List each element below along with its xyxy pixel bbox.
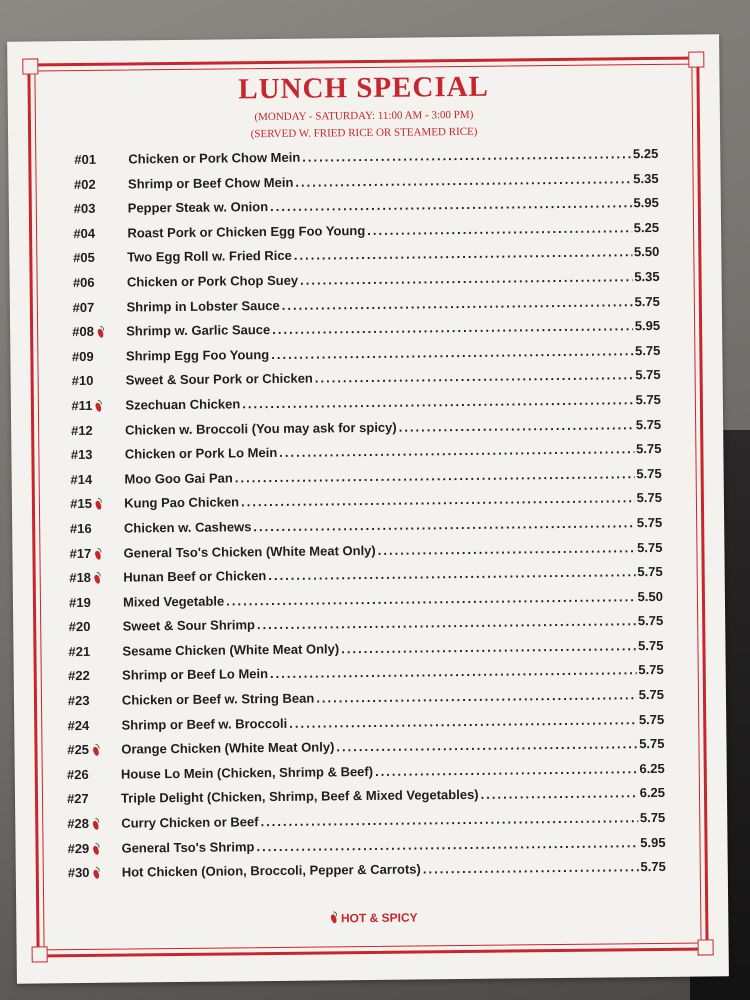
menu-item-price: 5.95: [640, 834, 666, 850]
menu-item-name: Curry Chicken or Beef: [121, 814, 259, 831]
menu-item-price: 5.75: [638, 662, 664, 678]
menu-item-price: 5.75: [640, 859, 666, 875]
chili-pepper-icon: [91, 867, 100, 879]
chili-pepper-icon: [93, 547, 102, 559]
menu-item-number-text: #28: [67, 815, 90, 832]
menu-item-number: [70, 471, 114, 486]
menu-item-price: 5.75: [636, 514, 663, 531]
dot-leader: [270, 195, 632, 214]
dot-leader: [289, 712, 637, 731]
menu-item-number: [74, 201, 118, 216]
dot-leader: [481, 786, 638, 803]
menu-item-number: [72, 373, 116, 388]
menu-item-name: Chicken or Beef w. String Bean: [121, 690, 315, 708]
menu-item-price: 5.75: [635, 416, 662, 432]
menu-item-number-text: #13: [70, 447, 93, 463]
menu-item-name: Chicken w. Broccoli (You may ask for spicy): [124, 419, 397, 438]
chili-pepper-icon: [93, 572, 102, 584]
menu-item-number: [72, 324, 116, 339]
menu-item-price: 5.25: [632, 145, 659, 162]
menu-item-number: [74, 176, 118, 191]
chili-pepper-icon: [94, 400, 103, 412]
chili-pepper-icon: [91, 818, 100, 830]
menu-item-number-text: #15: [70, 496, 93, 512]
menu-item-number: [69, 570, 113, 585]
menu-item-number: [68, 668, 112, 683]
menu-item-number-text: #16: [69, 520, 92, 537]
menu-item-number: [74, 152, 118, 167]
menu-item-name: General Tso's Chicken (White Meat Only): [123, 542, 376, 561]
menu-item-number-text: #07: [72, 299, 95, 315]
menu-item-name: Sesame Chicken (White Meat Only): [122, 641, 340, 659]
menu-item-number-text: #11: [71, 397, 93, 414]
dot-leader: [268, 564, 635, 583]
menu-item-number: [68, 693, 112, 708]
menu-item-number-text: #02: [73, 176, 96, 192]
menu-item-number-text: #10: [71, 373, 94, 389]
dot-leader: [226, 589, 636, 608]
menu-item-price: 5.75: [635, 441, 662, 457]
dot-leader: [300, 269, 632, 287]
menu-item-name: Pepper Steak w. Onion: [127, 199, 269, 216]
menu-item-number-text: #26: [66, 766, 89, 783]
menu-item-number: [71, 422, 115, 437]
dot-leader: [315, 368, 634, 386]
menu-item-number: [73, 275, 117, 290]
menu-item-price: 5.75: [638, 686, 665, 703]
menu-item-name: Triple Delight (Chicken, Shrimp, Beef & Mixed Vegetables): [120, 787, 479, 807]
menu-item-number-text: #20: [68, 619, 91, 635]
menu-item-name: General Tso's Shrimp: [121, 838, 255, 856]
menu-item-name: Shrimp w. Garlic Sauce: [126, 322, 271, 339]
menu-item-price: 5.75: [637, 564, 663, 580]
menu-item-number-text: #24: [67, 717, 90, 733]
menu-item-price: 5.75: [634, 342, 661, 358]
dot-leader: [253, 515, 635, 534]
menu-item-price: 5.75: [637, 539, 663, 555]
menu-item-number: [72, 299, 116, 314]
menu-item-price: 5.75: [639, 809, 666, 826]
menu-item-name: Chicken or Pork Lo Mein: [124, 445, 278, 462]
menu-item-price: 5.75: [635, 367, 661, 383]
menu-item-number: [70, 545, 114, 560]
chili-pepper-icon: [329, 911, 338, 923]
menu-item-name: Shrimp in Lobster Sauce: [126, 297, 280, 315]
menu-item-price: 5.35: [634, 268, 660, 285]
menu-item-number-text: #12: [70, 422, 93, 438]
dot-leader: [282, 294, 633, 313]
menu-item-name: Moo Goo Gai Pan: [124, 470, 233, 487]
chili-pepper-icon: [91, 842, 100, 854]
menu-item-number-text: #04: [73, 225, 96, 241]
menu-item-number-text: #09: [71, 348, 94, 364]
menu-item-price: 5.75: [634, 293, 660, 309]
menu-item-number-text: #19: [68, 594, 91, 610]
dot-leader: [367, 220, 632, 238]
dot-leader: [341, 638, 636, 656]
menu-item-name: Mixed Vegetable: [122, 593, 225, 610]
dot-leader: [302, 146, 631, 164]
menu-item-name: Roast Pork or Chicken Egg Foo Young: [127, 222, 366, 241]
menu-item-number: [67, 816, 111, 831]
menu-item-number-text: #25: [67, 742, 90, 758]
dot-leader: [336, 736, 637, 754]
menu-item-name: Shrimp or Beef Chow Mein: [127, 174, 294, 192]
menu-item-number-text: #23: [67, 692, 90, 709]
menu-item-number: [71, 447, 115, 462]
dot-leader: [295, 171, 631, 190]
border-corner: [688, 51, 704, 67]
menu-item-name: Two Egg Roll w. Fried Rice: [127, 248, 292, 265]
dot-leader: [375, 761, 638, 779]
menu-item-price: 5.50: [633, 244, 660, 260]
menu-item-name: Shrimp or Beef Lo Mein: [122, 666, 269, 684]
dot-leader: [316, 687, 637, 705]
menu-item-number-text: #05: [73, 250, 95, 266]
dot-leader: [235, 466, 635, 485]
menu-list: [60, 146, 666, 890]
dot-leader: [399, 417, 634, 434]
page-title: LUNCH SPECIAL: [238, 70, 490, 106]
menu-item-number: [67, 791, 111, 806]
dot-leader: [423, 859, 639, 876]
spicy-legend-label: HOT & SPICY: [340, 910, 418, 926]
served-subtitle: (SERVED W. FRIED RICE OR STEAMED RICE): [250, 125, 478, 141]
dot-leader: [257, 613, 636, 632]
menu-item-number: [69, 619, 113, 634]
menu-item-number-text: #03: [73, 201, 96, 217]
dot-leader: [279, 441, 634, 460]
menu-item-price: 5.75: [635, 391, 661, 408]
menu-item-price: 6.25: [639, 760, 665, 777]
menu-item-number: [67, 840, 111, 855]
menu-item-number-text: #27: [66, 791, 89, 807]
menu-item-price: 5.75: [638, 711, 665, 727]
menu-item-name: Szechuan Chicken: [125, 396, 241, 413]
border-corner: [698, 939, 714, 955]
menu-item-number: [67, 717, 111, 732]
menu-item-price: 5.35: [633, 170, 659, 186]
menu-item-number: [70, 521, 114, 536]
menu-item-number-text: #29: [67, 840, 90, 856]
dot-leader: [294, 245, 632, 264]
chili-pepper-icon: [94, 498, 103, 510]
menu-item-number-text: #17: [69, 545, 92, 561]
menu-page: [7, 34, 729, 983]
chili-pepper-icon: [91, 744, 100, 756]
menu-item-price: 6.25: [639, 785, 666, 801]
menu-item-name: Sweet & Sour Shrimp: [122, 617, 255, 634]
menu-item-price: 5.75: [639, 736, 665, 752]
menu-item-number-text: #01: [74, 151, 97, 168]
menu-item-price: 5.50: [637, 588, 664, 604]
menu-item-number-text: #21: [68, 643, 91, 660]
dot-leader: [272, 318, 633, 337]
menu-item-number: [67, 742, 111, 757]
menu-item-number: [68, 865, 112, 880]
menu-item-price: 5.75: [638, 637, 664, 654]
menu-item-number: [73, 225, 117, 240]
menu-item-name: Hot Chicken (Onion, Broccoli, Pepper & Carrots): [121, 861, 421, 880]
menu-item-number: [68, 644, 112, 659]
menu-item-name: Sweet & Sour Pork or Chicken: [125, 370, 313, 388]
menu-item-name: House Lo Mein (Chicken, Shrimp & Beef): [120, 763, 374, 782]
dot-leader: [270, 663, 637, 682]
dot-leader: [260, 810, 638, 829]
menu-item-price: 5.95: [634, 318, 661, 334]
dot-leader: [378, 540, 636, 558]
menu-item-price: 5.95: [633, 195, 659, 211]
menu-item-number: [69, 594, 113, 609]
menu-item-number: [71, 398, 115, 413]
menu-item-number-text: #08: [72, 324, 95, 340]
border-corner: [32, 946, 48, 962]
menu-item-number: [70, 496, 114, 511]
dot-leader: [256, 835, 638, 854]
menu-item-number: [72, 348, 116, 363]
dot-leader: [271, 343, 633, 362]
menu-item-name: Chicken w. Cashews: [123, 519, 252, 536]
dot-leader: [241, 491, 635, 510]
menu-item-name: Shrimp or Beef w. Broccoli: [121, 715, 288, 733]
border-corner: [22, 58, 38, 74]
menu-item-number-text: #30: [67, 865, 90, 881]
menu-item-name: Orange Chicken (White Meat Only): [121, 739, 335, 757]
menu-item-name: Chicken or Pork Chow Mein: [128, 149, 301, 167]
dot-leader: [242, 392, 633, 411]
menu-item-number-text: #22: [68, 668, 90, 684]
menu-item-name: Hunan Beef or Chicken: [123, 568, 267, 585]
menu-item-number-text: #14: [70, 471, 93, 487]
menu-item-number-text: #06: [72, 274, 95, 291]
menu-item-price: 5.75: [637, 613, 664, 629]
menu-item-name: Shrimp Egg Foo Young: [125, 346, 270, 364]
menu-item-number: [67, 767, 111, 782]
menu-item-price: 5.75: [636, 490, 662, 506]
chili-pepper-icon: [96, 326, 105, 338]
menu-item-number-text: #18: [69, 569, 92, 586]
menu-item-name: Kung Pao Chicken: [124, 494, 240, 511]
menu-item-price: 5.25: [633, 219, 660, 235]
menu-item-price: 5.75: [636, 465, 662, 481]
menu-item-name: Chicken or Pork Chop Suey: [126, 272, 299, 290]
hours-subtitle: (MONDAY - SATURDAY: 11:00 AM - 3:00 PM): [254, 108, 474, 124]
menu-item-number: [73, 250, 117, 265]
